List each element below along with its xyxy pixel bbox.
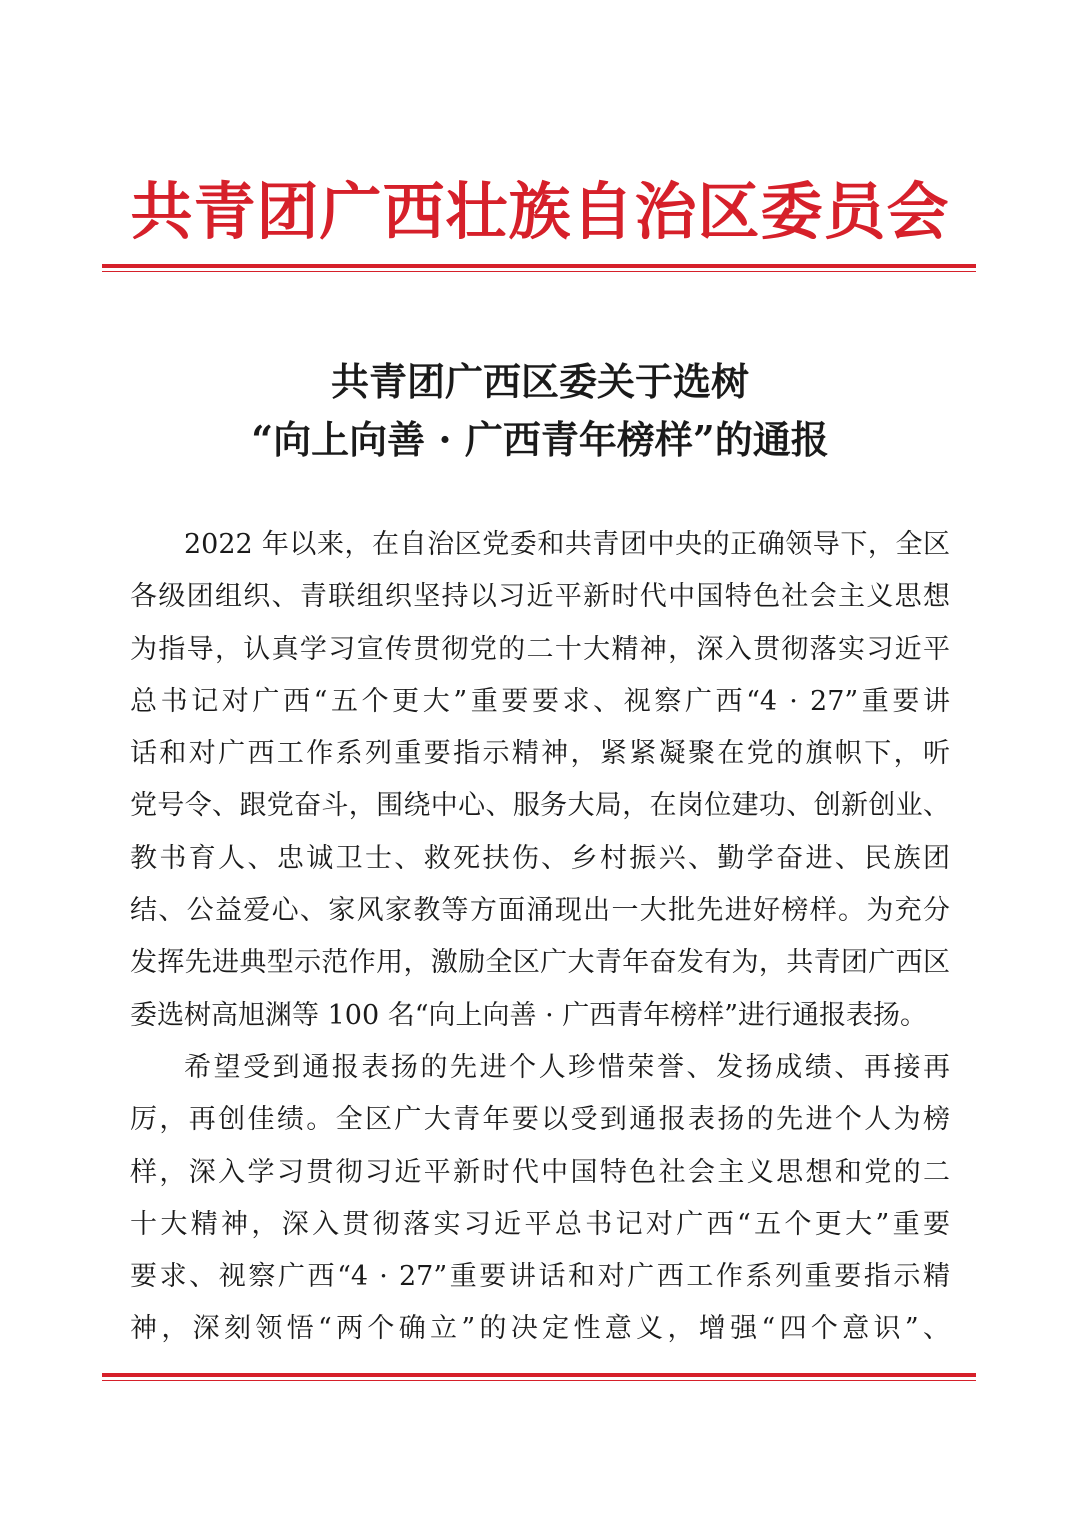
notice-body [130,519,950,1356]
letterhead-red-rule-thick [102,264,976,268]
body-line: 神，深刻领悟“两个确立”的决定性意义，增强“四个意识”、 [130,1313,950,1345]
body-line: 总书记对广西“五个更大”重要要求、视察广西“4 · 27”重要讲 [130,685,950,717]
body-line: 厉，再创佳绩。全区广大青年要以受到通报表扬的先进个人为榜 [130,1104,950,1136]
footer-red-rule-thin [102,1380,976,1381]
paragraph-2 [130,1042,950,1356]
body-line: 党号令、跟党奋斗，围绕中心、服务大局，在岗位建功、创新创业、 [130,790,950,822]
body-line: 希望受到通报表扬的先进个人珍惜荣誉、发扬成绩、再接再 [184,1051,950,1083]
body-line: 2022 年以来，在自治区党委和共青团中央的正确领导下，全区 [184,529,950,560]
body-line: 话和对广西工作系列重要指示精神，紧紧凝聚在党的旗帜下，听 [130,738,950,770]
body-line: 十大精神，深入贯彻落实习近平总书记对广西“五个更大”重要 [130,1208,950,1240]
body-line: 教书育人、忠诚卫士、救死扶伤、乡村振兴、勤学奋进、民族团 [130,842,950,874]
letterhead-organization-name: 共青团广西壮族自治区委员会 [130,175,950,248]
footer-red-rule-thick [102,1373,976,1377]
body-line: 发挥先进典型示范作用，激励全区广大青年奋发有为，共青团广西区 [130,947,950,979]
body-line: 样，深入学习贯彻习近平新时代中国特色社会主义思想和党的二 [130,1156,950,1188]
paragraph-1 [130,519,950,1042]
body-line: 结、公益爱心、家风家教等方面涌现出一大批先进好榜样。为充分 [130,895,950,927]
body-line: 为指导，认真学习宣传贯彻党的二十大精神，深入贯彻落实习近平 [130,633,950,665]
body-line: 委选树高旭渊等 100 名“向上向善 · 广西青年榜样”进行通报表扬。 [130,999,928,1031]
letterhead-red-rule-thin [102,271,976,272]
body-line: 各级团组织、青联组织坚持以习近平新时代中国特色社会主义思想 [130,581,950,613]
notice-title-line-2: “向上向善 · 广西青年榜样”的通报 [251,417,829,462]
body-line: 要求、视察广西“4 · 27”重要讲话和对广西工作系列重要指示精 [130,1261,950,1293]
notice-title-line-1: 共青团广西区委关于选树 [330,359,749,404]
